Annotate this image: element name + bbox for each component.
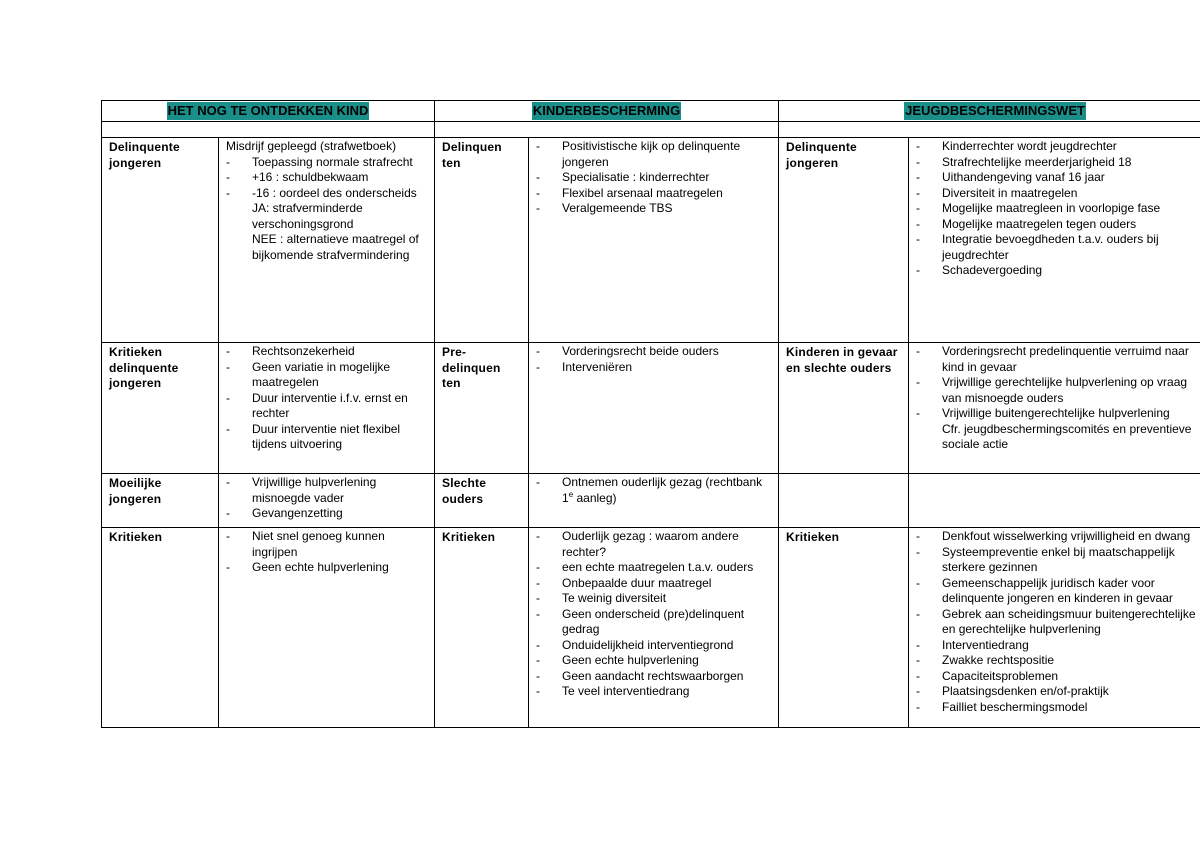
list-item: - Integratie bevoegdheden t.a.v. ouders bij jeugdrechter (916, 232, 1200, 263)
row-label: Kritieken (779, 528, 909, 728)
list-item: - +16 : schuldbekwaam (226, 170, 428, 186)
list-item: - Te weinig diversiteit (536, 591, 772, 607)
bullet-list (226, 344, 428, 453)
header-row (102, 101, 1200, 122)
list-item: - Specialisatie : kinderrechter (536, 170, 772, 186)
list-item: - Duur interventie niet flexibel tijdens uitvoering (226, 422, 428, 453)
row-label: Slechte ouders (435, 474, 529, 528)
bullet-list (916, 344, 1200, 422)
list-item: - Failliet beschermingsmodel (916, 700, 1200, 716)
row-content (529, 138, 779, 343)
sub-item: NEE : alternatieve maatregel of bijkomende strafvermindering (252, 232, 419, 262)
row-intro: Misdrijf gepleegd (strafwetboek) (226, 139, 397, 153)
list-item: - Gebrek aan scheidingsmuur buitengerechtelijke en gerechtelijke hulpverlening (916, 607, 1200, 638)
empty-cell (779, 474, 909, 528)
row-content (219, 138, 435, 343)
list-item: - Mogelijke maatregelen tegen ouders (916, 217, 1200, 233)
list-item: - Denkfout wisselwerking vrijwilligheid en dwang (916, 529, 1200, 545)
table-row (102, 343, 1200, 474)
list-item: - Strafrechtelijke meerderjarigheid 18 (916, 155, 1200, 171)
list-item: - Te veel interventiedrang (536, 684, 772, 700)
list-item: - Onduidelijkheid interventiegrond (536, 638, 772, 654)
row-label: Moeilijke jongeren (102, 474, 219, 528)
list-item: - Geen variatie in mogelijke maatregelen (226, 360, 428, 391)
list-item: - Systeempreventie enkel bij maatschappelijk sterkere gezinnen (916, 545, 1200, 576)
header-cell-3 (779, 101, 1200, 122)
item-text: aanleg) (573, 490, 617, 505)
row-label: Pre-delinquen ten (435, 343, 529, 474)
list-item: - Geen aandacht rechtswaarborgen (536, 669, 772, 685)
bullet-list (916, 139, 1200, 279)
list-item: - Onbepaalde duur maatregel (536, 576, 772, 592)
bullet-list (536, 475, 772, 506)
list-item: - Geen echte hulpverlening (226, 560, 428, 576)
list-item: - Geen onderscheid (pre)delinquent gedrag (536, 607, 772, 638)
list-item: - Toepassing normale strafrecht (226, 155, 428, 171)
list-item: - Vorderingsrecht beide ouders (536, 344, 772, 360)
list-item: - Interveniëren (536, 360, 772, 376)
list-item: - een echte maatregelen t.a.v. ouders (536, 560, 772, 576)
row-label: Kinderen in gevaar en slechte ouders (779, 343, 909, 474)
list-item: - Ouderlijk gezag : waarom andere rechter? (536, 529, 772, 560)
row-label: Kritieken delinquente jongeren (102, 343, 219, 474)
header-title-3: JEUGDBESCHERMINGSWET (905, 103, 1085, 118)
list-item: - Plaatsingsdenken en/of-praktijk (916, 684, 1200, 700)
bullet-list (226, 155, 428, 202)
spacer-row (102, 122, 1200, 138)
list-item: - Vorderingsrecht predelinquentie verruimd naar kind in gevaar (916, 344, 1200, 375)
row-content (529, 474, 779, 528)
list-item: - Geen echte hulpverlening (536, 653, 772, 669)
bullet-list (916, 529, 1200, 715)
row-content (529, 343, 779, 474)
item-text: Ontnemen ouderlijk gezag (rechtbank 1 (562, 475, 763, 505)
list-item: - Zwakke rechtspositie (916, 653, 1200, 669)
bullet-list (226, 475, 428, 522)
bullet-list (226, 529, 428, 576)
list-item: - Mogelijke maatregleen in voorlopige fase (916, 201, 1200, 217)
list-item: - Niet snel genoeg kunnen ingrijpen (226, 529, 428, 560)
spacer-cell (435, 122, 779, 138)
table-row (102, 528, 1200, 728)
row-content (909, 528, 1200, 728)
row-label: Kritieken (102, 528, 219, 728)
row-content (529, 528, 779, 728)
row-label: Delinquen ten (435, 138, 529, 343)
sub-item: JA: strafverminderde verschoningsgrond (252, 201, 363, 231)
list-item: - Veralgemeende TBS (536, 201, 772, 217)
list-item: - Kinderrechter wordt jeugdrechter (916, 139, 1200, 155)
header-cell-2 (435, 101, 779, 122)
list-item: - Positivistische kijk op delinquente jongeren (536, 139, 772, 170)
row-content (909, 138, 1200, 343)
row-label: Delinquente jongeren (779, 138, 909, 343)
list-item: - Duur interventie i.f.v. ernst en rechter (226, 391, 428, 422)
row-content (219, 474, 435, 528)
list-item: - -16 : oordeel des onderscheids (226, 186, 428, 202)
bullet-list (536, 344, 772, 375)
sub-item: Cfr. jeugdbeschermingscomités en preventieve sociale actie (942, 421, 1192, 451)
header-title-1: HET NOG TE ONTDEKKEN KIND (167, 103, 369, 118)
spacer-cell (102, 122, 435, 138)
list-item: - Capaciteitsproblemen (916, 669, 1200, 685)
bullet-list (536, 139, 772, 217)
bullet-list (536, 529, 772, 700)
list-item (536, 475, 772, 506)
row-content (909, 343, 1200, 474)
row-content (219, 343, 435, 474)
row-label: Delinquente jongeren (102, 138, 219, 343)
comparison-table (101, 100, 1200, 728)
list-item: - Interventiedrang (916, 638, 1200, 654)
empty-cell (909, 474, 1200, 528)
list-item: - Uithandengeving vanaf 16 jaar (916, 170, 1200, 186)
list-item: - Flexibel arsenaal maatregelen (536, 186, 772, 202)
list-item: - Vrijwillige gerechtelijke hulpverlening op vraag van misnoegde ouders (916, 375, 1200, 406)
list-item: - Rechtsonzekerheid (226, 344, 428, 360)
list-item: - Gevangenzetting (226, 506, 428, 522)
list-item: - Diversiteit in maatregelen (916, 186, 1200, 202)
list-item: - Vrijwillige buitengerechtelijke hulpverlening (916, 406, 1200, 422)
row-label: Kritieken (435, 528, 529, 728)
table-row (102, 474, 1200, 528)
spacer-cell (779, 122, 1200, 138)
header-cell-1 (102, 101, 435, 122)
list-item: - Gemeenschappelijk juridisch kader voor delinquente jongeren en kinderen in gevaar (916, 576, 1200, 607)
list-item: - Schadevergoeding (916, 263, 1200, 279)
superscript: e (568, 489, 574, 499)
row-content (219, 528, 435, 728)
header-title-2: KINDERBESCHERMING (532, 103, 681, 118)
table-row (102, 138, 1200, 343)
list-item: - Vrijwillige hulpverlening misnoegde vader (226, 475, 428, 506)
